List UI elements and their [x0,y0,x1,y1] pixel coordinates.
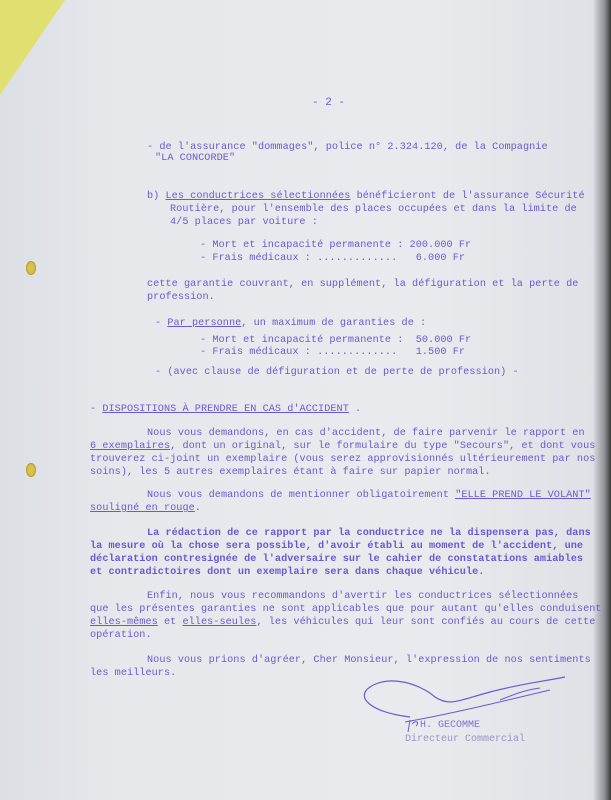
signatory-name: H. GECOMME [420,720,481,731]
text-line [90,454,595,466]
text-line [155,367,519,379]
text-line [147,292,215,304]
text-line [147,490,591,502]
text-line [147,191,585,203]
text-segment: 4/5 places par voiture : [170,217,318,228]
text-line [200,347,465,359]
text-line [90,467,491,479]
punch-hole [26,463,36,477]
text-line [155,153,235,165]
text-segment: la mesure où la chose sera possible, d'avoir établi au moment de l'accident, une [90,541,584,552]
text-segment: - Frais médicaux : ............. 1.500 Fr [200,347,466,358]
text-segment: Routière, pour l'ensemble des places occupées et dans la limite de [170,204,577,215]
text-segment: opération. [90,630,152,641]
text-segment: . [194,503,201,514]
text-line [147,428,585,440]
text-segment: - [155,318,168,329]
text-segment: et [157,617,183,628]
text-segment: déclaration contresignée de l'adversaire sur le cahier de constatations amiables [90,554,584,565]
text-segment: Nous vous demandons de mentionner obligatoirement [147,490,456,501]
underlined-text: DISPOSITIONS À PRENDRE EN CAS d'ACCIDENT [102,404,349,415]
text-line [90,404,361,416]
text-segment: "LA CONCORDE" [155,153,236,164]
text-line [170,204,577,216]
underlined-text: souligné en rouge [90,503,195,514]
text-segment: - (avec clause de défiguration et de perte de profession) - [155,367,519,378]
text-line [147,591,578,603]
underlined-text: "ELLE PREND LE VOLANT" [455,490,591,501]
underlined-text: 6 exemplaires [90,441,171,452]
text-line [170,217,318,229]
text-line [90,617,595,629]
text-segment: - Frais médicaux : ............. 6.000 Fr [200,253,466,264]
underlined-text: elles-mêmes [90,617,158,628]
text-segment: La rédaction de ce rapport par la conductrice ne la dispensera pas, dans [147,528,591,539]
text-segment: bénéficieront de l'assurance Sécurité [350,191,585,202]
underlined-text: elles-seules [182,617,257,628]
text-line [90,630,152,642]
page-number: - 2 - [312,97,346,109]
text-segment: b) [147,191,166,202]
punch-hole [26,261,36,275]
text-segment: et contradictoires dont un exemplaire sera dans chaque véhicule. [90,567,485,578]
text-segment: que les présentes garanties ne sont applicables que pour autant qu'elles conduisent [90,604,602,615]
text-line [90,604,602,616]
text-segment: - de l'assurance "dommages", police n° 2.324.120, de la Compagnie [147,142,548,153]
text-line [90,567,484,579]
text-segment: Enfin, nous vous recommandons d'avertir les conductrices sélectionnées [147,591,579,602]
text-segment: cette garantie couvrant, en supplément, la défiguration et la perte de [147,279,579,290]
text-line [90,503,201,515]
underlined-text: Par personne [167,318,242,329]
text-segment: - [90,404,103,415]
text-line [200,253,465,265]
text-segment: soins), les 5 autres exemplaires étant à faire sur papier normal. [90,467,491,478]
text-line [155,318,426,330]
text-segment: - Mort et incapacité permanente : 200.000 Fr [200,240,472,251]
text-segment: . [348,404,362,415]
text-line [90,554,583,566]
text-line [90,441,595,453]
text-segment: Nous vous prions d'agréer, Cher Monsieur, l'expression de nos sentiments [147,655,591,666]
text-segment: , les véhicules qui leur sont confiés au cours de cette [256,617,596,628]
text-segment: , dont un original, sur le formulaire du type "Secours", et dont vous [170,441,596,452]
text-segment: Nous vous demandons, en cas d'accident, de faire parvenir le rapport en [147,428,585,439]
text-segment: profession. [147,292,215,303]
folded-paper-corner [0,0,65,95]
text-line [200,240,471,252]
text-line [200,335,471,347]
text-line [147,279,578,291]
text-segment: trouverez ci-joint un exemplaire (vous serez approvisionnés ultérieurement par nos [90,454,596,465]
text-segment: - Mort et incapacité permanente : 50.000 Fr [200,335,472,346]
text-line [147,655,591,667]
text-segment: les meilleurs. [90,668,177,679]
signatory-title: Directeur Commercial [405,734,526,745]
text-segment: , un maximum de garanties de : [241,318,427,329]
text-line [90,541,583,553]
text-line [90,668,176,680]
underlined-text: Les conductrices sélectionnées [165,191,351,202]
text-line [147,528,591,540]
